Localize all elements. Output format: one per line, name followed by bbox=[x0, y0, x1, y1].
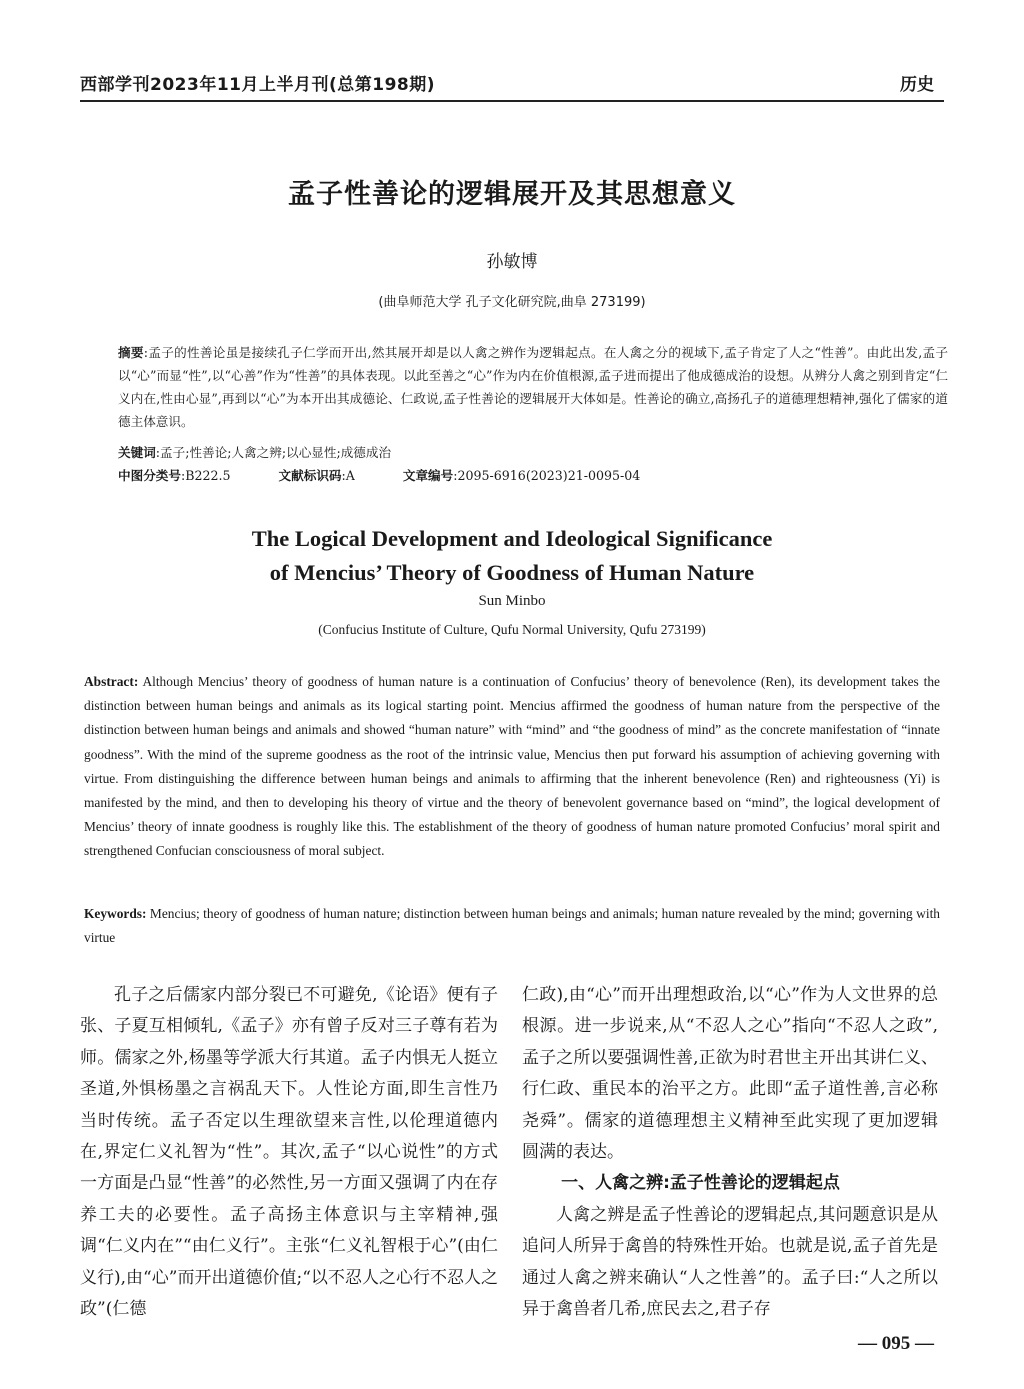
article-no-label: 文章编号 bbox=[402, 468, 454, 483]
english-title bbox=[0, 522, 1024, 590]
clc-label: 中图分类号 bbox=[118, 468, 181, 483]
author-name: 孙敏博 bbox=[486, 252, 538, 272]
abstract-text: :孟子的性善论虽是接续孔子仁学而开出,然其展开却是以人禽之辨作为逻辑起点。在人禽之分的视域下,孟子肯定了人之“性善”。由此出发,孟子以“心”而显“性”,以“心善”作为“性善”的具体表现。以此至善之“心”作为内在价值根源,孟子进而提出了他成德成治的设想。从辨分人禽之别到肯定“仁义内在,性由心显”,再到以“心”为本开出其成德论、仁政说,孟子性善论的逻辑展开大体如是。性善论的确立,高扬孔子的道德理想精神,强化了儒家的道德主体意识。 bbox=[118, 345, 948, 429]
english-abstract-label: Abstract: bbox=[84, 674, 139, 689]
english-title-line1: The Logical Development and Ideological Significance bbox=[251, 526, 773, 551]
article-meta bbox=[118, 441, 948, 487]
body-right-column bbox=[522, 980, 938, 1325]
classification-line bbox=[118, 464, 948, 487]
body-paragraph: 孔子之后儒家内部分裂已不可避免,《论语》便有子张、子夏互相倾轧,《孟子》亦有曾子反对三子尊有若为师。儒家之外,杨墨等学派大行其道。孟子内惧无人挺立圣道,外惧杨墨之言祸乱天下。人性论方面,即生言性乃当时传统。孟子否定以生理欲望来言性,以伦理道德内在,界定仁义礼智为“性”。其次,孟子“以心说性”的方式一方面是凸显“性善”的必然性,另一方面又强调了内在存养工夫的必要性。孟子高扬主体意识与主宰精神,强调“仁义内在”“由仁义行”。主张“仁义礼智根于心”(由仁义行),由“心”而开出道德价值;“以不忍人之心行不忍人之政”(仁德 bbox=[80, 985, 498, 1320]
section-label: 历史 bbox=[900, 75, 934, 95]
article-no-value: :2095-6916(2023)21-0095-04 bbox=[453, 468, 641, 483]
body-left-column bbox=[80, 980, 498, 1325]
chinese-abstract bbox=[118, 341, 948, 433]
body-paragraph-continued: 仁政),由“心”而开出理想政治,以“心”作为人文世界的总根源。进一步说来,从“不忍人之心”指向“不忍人之政”,孟子之所以要强调性善,正欲为时君世主开出其讲仁义、行仁政、重民本的治平之方。此即“孟子道性善,言必称尧舜”。儒家的道德理想主义精神至此实现了更加逻辑圆满的表达。 bbox=[522, 985, 938, 1163]
page-number: — 095 — bbox=[858, 1333, 934, 1354]
english-keywords-label: Keywords: bbox=[84, 906, 147, 921]
english-keywords-text: Mencius; theory of goodness of human nature; distinction between human beings and animals; human nature revealed by the mind; governing with virtue bbox=[84, 906, 940, 946]
section-heading: 一、人禽之辨:孟子性善论的逻辑起点 bbox=[561, 1173, 840, 1194]
body-paragraph: 人禽之辨是孟子性善论的逻辑起点,其问题意识是从追问人所异于禽兽的特殊性开始。也就是说,孟子首先是通过人禽之辨来确认“人之性善”的。孟子曰:“人之所以异于禽兽者几希,庶民去之,君子存 bbox=[522, 1204, 938, 1320]
english-affiliation: (Confucius Institute of Culture, Qufu Normal University, Qufu 273199) bbox=[318, 622, 706, 637]
english-keywords bbox=[84, 902, 940, 950]
clc-value: :B222.5 bbox=[180, 468, 231, 483]
keywords-label: 关键词 bbox=[118, 445, 156, 460]
journal-header: 西部学刊2023年11月上半月刊(总第198期) bbox=[80, 75, 435, 95]
english-abstract-text: Although Mencius’ theory of goodness of human nature is a continuation of Confucius’ theory of benevolence (Ren), its development takes the distinction between human beings and animals as its logical starting point. Mencius affirmed the goodness of human nature from the perspective of the distinction between human beings and animals and showed “human nature” with “mind” and “the goodness of mind” as the concrete manifestation of “innate goodness”. With the mind of the supreme goodness as the root of the intrinsic value, Mencius then put forward his assumption of achieving governing with virtue. From distinguishing the difference between human beings and animals to affirming that the inherent benevolence (Ren) and righteousness (Yi) is manifested by the mind, and then to developing his theory of virtue and the theory of benevolent governance based on “mind”, the logical development of Mencius’ theory of innate goodness is roughly like this. The establishment of the theory of goodness of human nature promoted Confucius’ moral spirit and strengthened Confucian consciousness of moral subject. bbox=[84, 674, 940, 859]
article-title: 孟子性善论的逻辑展开及其思想意义 bbox=[288, 179, 736, 210]
author-affiliation: (曲阜师范大学 孔子文化研究院,曲阜 273199) bbox=[378, 295, 646, 310]
english-abstract bbox=[84, 670, 940, 864]
keywords-text: :孟子;性善论;人禽之辨;以心显性;成德成治 bbox=[155, 445, 392, 460]
abstract-label: 摘要 bbox=[118, 345, 144, 360]
english-author: Sun Minbo bbox=[478, 593, 546, 609]
english-title-line2: of Mencius’ Theory of Goodness of Human Nature bbox=[269, 560, 755, 585]
doc-code-label: 文献标识码 bbox=[278, 468, 342, 483]
doc-code-value: :A bbox=[341, 468, 355, 483]
keywords-line bbox=[118, 441, 948, 464]
header-rule bbox=[80, 100, 944, 102]
